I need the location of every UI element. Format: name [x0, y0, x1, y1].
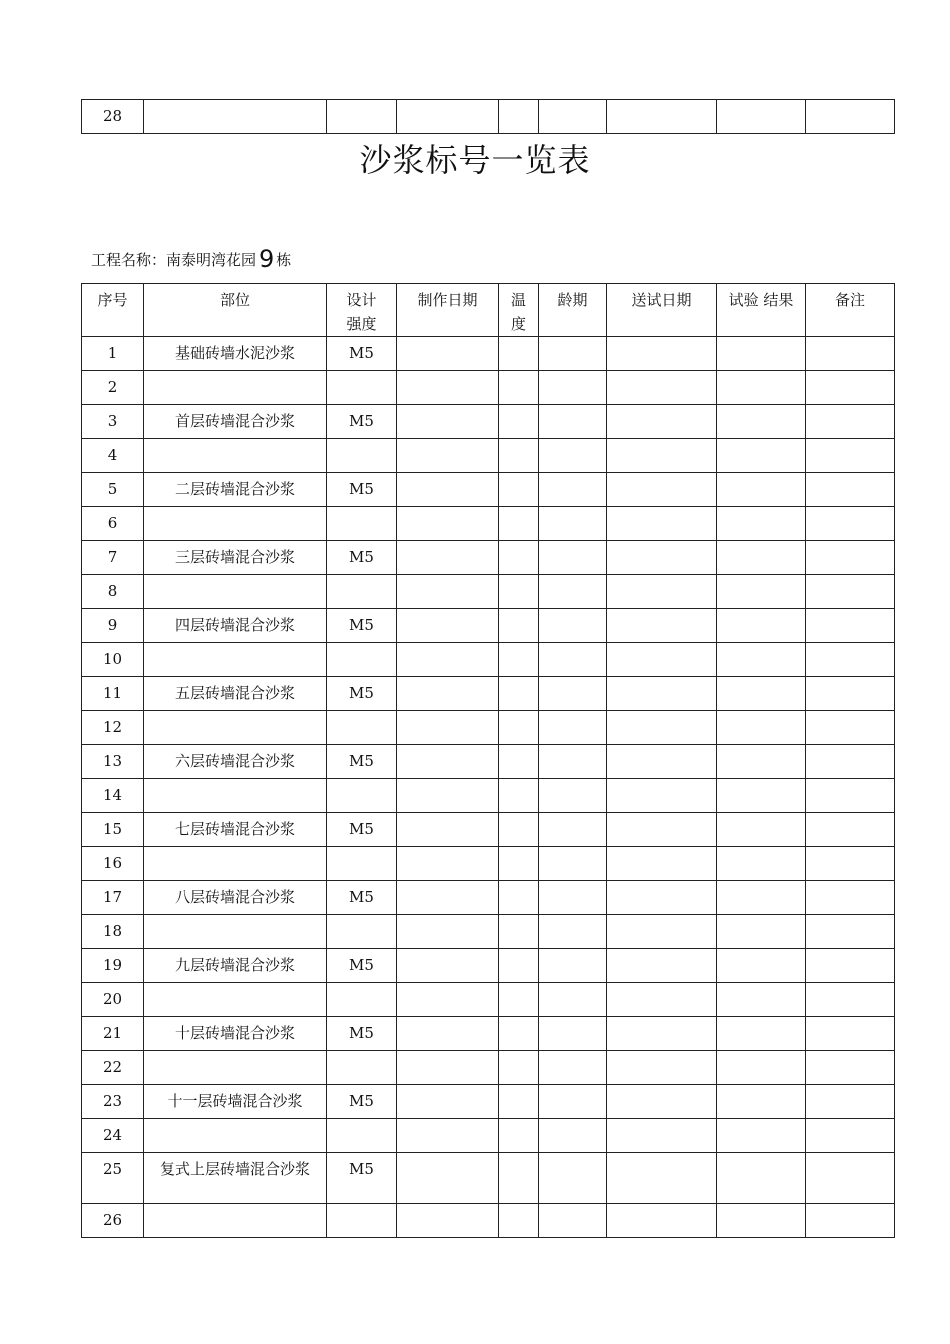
- row-temperature: [499, 949, 539, 983]
- row-result: [717, 1153, 806, 1204]
- row-grade: M5: [327, 337, 397, 371]
- row-age: [539, 1204, 607, 1238]
- row-part: [144, 711, 327, 745]
- row-remarks: [806, 1119, 895, 1153]
- row-grade: [327, 575, 397, 609]
- page-title: 沙浆标号一览表: [359, 141, 591, 179]
- row-made-date: [397, 1119, 499, 1153]
- row-made-date: [397, 1204, 499, 1238]
- row-number: 20: [82, 983, 144, 1017]
- row-grade: M5: [327, 813, 397, 847]
- row-number: 28: [82, 100, 144, 134]
- row-send-date: [607, 541, 717, 575]
- row-temperature: [499, 575, 539, 609]
- table-row: [82, 1017, 895, 1051]
- row-number: 10: [82, 643, 144, 677]
- row-age: [539, 949, 607, 983]
- row-result: [717, 745, 806, 779]
- header-grade: [327, 284, 397, 337]
- row-remarks: [806, 337, 895, 371]
- row-grade: M5: [327, 541, 397, 575]
- row-part: [144, 1051, 327, 1085]
- row-temperature: [499, 915, 539, 949]
- row-send-date: [607, 439, 717, 473]
- row-send-date: [607, 881, 717, 915]
- row-send-date: [607, 813, 717, 847]
- row-number: 6: [82, 507, 144, 541]
- project-label: 工程名称：南泰明湾花园: [91, 251, 257, 269]
- row-made-date: [397, 1051, 499, 1085]
- row-remarks: [806, 677, 895, 711]
- table-row: [82, 473, 895, 507]
- row-part: [144, 847, 327, 881]
- row-temperature: [499, 371, 539, 405]
- row-part: [144, 983, 327, 1017]
- table-row: [82, 507, 895, 541]
- row-result: [717, 575, 806, 609]
- row-result: [717, 779, 806, 813]
- row-number: 2: [82, 371, 144, 405]
- row-part: [144, 100, 327, 134]
- row-number: 1: [82, 337, 144, 371]
- row-age: [539, 677, 607, 711]
- row-result: [717, 1204, 806, 1238]
- header-grade-line2: 强度: [346, 315, 377, 333]
- table-row: [82, 1119, 895, 1153]
- row-result: [717, 1085, 806, 1119]
- row-number: 13: [82, 745, 144, 779]
- row-grade: [327, 1204, 397, 1238]
- row-made-date: [397, 915, 499, 949]
- row-temperature: [499, 1051, 539, 1085]
- row-send-date: [607, 779, 717, 813]
- row-made-date: [397, 371, 499, 405]
- row-made-date: [397, 1085, 499, 1119]
- table-row: [82, 337, 895, 371]
- row-part: 十层砖墙混合沙浆: [144, 1017, 327, 1051]
- row-temperature: [499, 813, 539, 847]
- row-remarks: [806, 371, 895, 405]
- row-age: [539, 813, 607, 847]
- table-row: [82, 847, 895, 881]
- row-result: [717, 949, 806, 983]
- header-temperature: [499, 284, 539, 337]
- header-result: 试验 结果: [717, 284, 806, 337]
- row-remarks: [806, 473, 895, 507]
- row-made-date: [397, 507, 499, 541]
- row-number: 15: [82, 813, 144, 847]
- row-temperature: [499, 405, 539, 439]
- row-grade: M5: [327, 677, 397, 711]
- row-grade: [327, 1119, 397, 1153]
- row-send-date: [607, 575, 717, 609]
- row-result: [717, 371, 806, 405]
- row-made-date: [397, 541, 499, 575]
- row-temperature: [499, 439, 539, 473]
- row-remarks: [806, 711, 895, 745]
- row-remarks: [806, 1017, 895, 1051]
- row-send-date: [607, 711, 717, 745]
- row-grade: M5: [327, 473, 397, 507]
- row-remarks: [806, 983, 895, 1017]
- row-made-date: [397, 949, 499, 983]
- header-remarks: 备注: [806, 284, 895, 337]
- row-result: [717, 677, 806, 711]
- row-number: 24: [82, 1119, 144, 1153]
- row-remarks: [806, 1204, 895, 1238]
- table-row: [82, 1051, 895, 1085]
- row-part: 五层砖墙混合沙浆: [144, 677, 327, 711]
- row-part: [144, 1119, 327, 1153]
- row-remarks: [806, 541, 895, 575]
- table-row: [82, 405, 895, 439]
- row-temperature: [499, 643, 539, 677]
- row-result: [717, 439, 806, 473]
- table-row: [82, 439, 895, 473]
- row-send-date: [607, 1051, 717, 1085]
- row-part: 复式上层砖墙混合沙浆: [144, 1153, 327, 1204]
- row-send-date: [607, 983, 717, 1017]
- row-temperature: [499, 779, 539, 813]
- row-grade: M5: [327, 405, 397, 439]
- row-temperature: [499, 983, 539, 1017]
- row-number: 5: [82, 473, 144, 507]
- table-row: [82, 643, 895, 677]
- row-temperature: [499, 711, 539, 745]
- table-row: [82, 813, 895, 847]
- row-age: [539, 405, 607, 439]
- row-made-date: [397, 1153, 499, 1204]
- row-made-date: [397, 813, 499, 847]
- row-part: 三层砖墙混合沙浆: [144, 541, 327, 575]
- row-part: 基础砖墙水泥沙浆: [144, 337, 327, 371]
- row-number: 3: [82, 405, 144, 439]
- table-row: [82, 1085, 895, 1119]
- row-grade: [327, 915, 397, 949]
- row-made-date: [397, 745, 499, 779]
- row-temperature: [499, 609, 539, 643]
- row-part: 二层砖墙混合沙浆: [144, 473, 327, 507]
- row-made-date: [397, 609, 499, 643]
- row-number: 18: [82, 915, 144, 949]
- row-result: [717, 643, 806, 677]
- row-grade: [327, 643, 397, 677]
- row-remarks: [806, 643, 895, 677]
- row-part: 六层砖墙混合沙浆: [144, 745, 327, 779]
- row-remarks: [806, 405, 895, 439]
- header-no: 序号: [82, 284, 144, 337]
- row-number: 4: [82, 439, 144, 473]
- row-number: 14: [82, 779, 144, 813]
- table-row: [82, 745, 895, 779]
- row-age: [539, 779, 607, 813]
- row-part: 九层砖墙混合沙浆: [144, 949, 327, 983]
- row-grade: M5: [327, 745, 397, 779]
- row-grade: M5: [327, 609, 397, 643]
- row-grade: [327, 439, 397, 473]
- header-temp-line1: 温: [510, 291, 526, 309]
- row-send-date: [607, 100, 717, 134]
- table-row: [82, 541, 895, 575]
- row-made-date: [397, 337, 499, 371]
- row-temperature: [499, 1085, 539, 1119]
- row-result: [717, 711, 806, 745]
- previous-page-table: [81, 99, 895, 134]
- row-made-date: [397, 881, 499, 915]
- row-send-date: [607, 609, 717, 643]
- row-grade: M5: [327, 1153, 397, 1204]
- row-made-date: [397, 677, 499, 711]
- row-remarks: [806, 1051, 895, 1085]
- row-number: 11: [82, 677, 144, 711]
- table-row: [82, 983, 895, 1017]
- table-row: [82, 1153, 895, 1204]
- row-part: [144, 439, 327, 473]
- row-send-date: [607, 405, 717, 439]
- row-number: 9: [82, 609, 144, 643]
- row-age: [539, 337, 607, 371]
- row-age: [539, 847, 607, 881]
- row-send-date: [607, 745, 717, 779]
- row-grade: M5: [327, 1017, 397, 1051]
- table-row: [82, 949, 895, 983]
- row-age: [539, 371, 607, 405]
- row-remarks: [806, 439, 895, 473]
- row-result: [717, 915, 806, 949]
- row-temperature: [499, 507, 539, 541]
- row-age: [539, 575, 607, 609]
- row-send-date: [607, 847, 717, 881]
- row-part: [144, 915, 327, 949]
- row-grade: [327, 779, 397, 813]
- row-temperature: [499, 541, 539, 575]
- project-suffix: 栋: [276, 251, 292, 269]
- table-row: [82, 779, 895, 813]
- header-part: 部位: [144, 284, 327, 337]
- row-grade: M5: [327, 1085, 397, 1119]
- row-remarks: [806, 915, 895, 949]
- header-temp-line2: 度: [510, 315, 526, 333]
- row-remarks: [806, 507, 895, 541]
- row-remarks: [806, 575, 895, 609]
- table-row: [82, 915, 895, 949]
- row-made-date: [397, 439, 499, 473]
- row-age: [539, 711, 607, 745]
- row-grade: [327, 983, 397, 1017]
- row-age: [539, 609, 607, 643]
- row-age: [539, 915, 607, 949]
- row-number: 8: [82, 575, 144, 609]
- row-number: 22: [82, 1051, 144, 1085]
- row-send-date: [607, 473, 717, 507]
- row-part: [144, 507, 327, 541]
- row-part: [144, 575, 327, 609]
- table-row: [82, 100, 895, 134]
- row-number: 21: [82, 1017, 144, 1051]
- table-row: [82, 881, 895, 915]
- row-result: [717, 1119, 806, 1153]
- row-send-date: [607, 949, 717, 983]
- row-part: [144, 779, 327, 813]
- row-result: [717, 473, 806, 507]
- row-part: 四层砖墙混合沙浆: [144, 609, 327, 643]
- header-send-date: 送试日期: [607, 284, 717, 337]
- row-temperature: [499, 100, 539, 134]
- row-part: [144, 371, 327, 405]
- header-made-date: 制作日期: [397, 284, 499, 337]
- row-age: [539, 745, 607, 779]
- project-number: 9: [259, 245, 275, 273]
- row-result: [717, 881, 806, 915]
- row-temperature: [499, 745, 539, 779]
- row-age: [539, 1085, 607, 1119]
- row-made-date: [397, 643, 499, 677]
- row-number: 19: [82, 949, 144, 983]
- row-result: [717, 100, 806, 134]
- row-temperature: [499, 1017, 539, 1051]
- row-grade: [327, 1051, 397, 1085]
- row-temperature: [499, 1153, 539, 1204]
- row-result: [717, 609, 806, 643]
- row-part: 首层砖墙混合沙浆: [144, 405, 327, 439]
- row-made-date: [397, 100, 499, 134]
- row-remarks: [806, 1153, 895, 1204]
- row-made-date: [397, 575, 499, 609]
- mortar-grade-table: [81, 283, 895, 1238]
- table-row: [82, 575, 895, 609]
- row-remarks: [806, 813, 895, 847]
- row-number: 26: [82, 1204, 144, 1238]
- row-send-date: [607, 1204, 717, 1238]
- row-remarks: [806, 1085, 895, 1119]
- row-send-date: [607, 1119, 717, 1153]
- row-grade: [327, 371, 397, 405]
- row-result: [717, 1017, 806, 1051]
- row-age: [539, 983, 607, 1017]
- row-result: [717, 405, 806, 439]
- row-send-date: [607, 643, 717, 677]
- row-number: 17: [82, 881, 144, 915]
- row-grade: [327, 507, 397, 541]
- row-grade: [327, 711, 397, 745]
- row-result: [717, 983, 806, 1017]
- row-grade: M5: [327, 949, 397, 983]
- row-send-date: [607, 1017, 717, 1051]
- row-part: [144, 1204, 327, 1238]
- table-row: [82, 1204, 895, 1238]
- row-age: [539, 439, 607, 473]
- row-made-date: [397, 473, 499, 507]
- row-send-date: [607, 337, 717, 371]
- row-temperature: [499, 1119, 539, 1153]
- row-age: [539, 541, 607, 575]
- row-remarks: [806, 779, 895, 813]
- row-send-date: [607, 915, 717, 949]
- row-grade: [327, 847, 397, 881]
- row-made-date: [397, 405, 499, 439]
- row-temperature: [499, 881, 539, 915]
- row-grade: M5: [327, 881, 397, 915]
- row-made-date: [397, 1017, 499, 1051]
- row-send-date: [607, 507, 717, 541]
- row-age: [539, 507, 607, 541]
- row-part: [144, 643, 327, 677]
- row-part: 十一层砖墙混合沙浆: [144, 1085, 327, 1119]
- row-temperature: [499, 473, 539, 507]
- table-row: [82, 677, 895, 711]
- row-send-date: [607, 371, 717, 405]
- row-number: 16: [82, 847, 144, 881]
- row-part: 八层砖墙混合沙浆: [144, 881, 327, 915]
- row-remarks: [806, 745, 895, 779]
- header-row: [82, 284, 895, 337]
- row-result: [717, 541, 806, 575]
- row-age: [539, 643, 607, 677]
- row-made-date: [397, 779, 499, 813]
- row-temperature: [499, 1204, 539, 1238]
- row-age: [539, 1153, 607, 1204]
- row-send-date: [607, 1085, 717, 1119]
- row-result: [717, 1051, 806, 1085]
- row-temperature: [499, 337, 539, 371]
- row-age: [539, 1017, 607, 1051]
- row-remarks: [806, 100, 895, 134]
- row-result: [717, 813, 806, 847]
- row-temperature: [499, 847, 539, 881]
- row-send-date: [607, 677, 717, 711]
- header-age: 龄期: [539, 284, 607, 337]
- table-row: [82, 711, 895, 745]
- row-remarks: [806, 609, 895, 643]
- row-result: [717, 507, 806, 541]
- row-send-date: [607, 1153, 717, 1204]
- table-row: [82, 371, 895, 405]
- table-row: [82, 609, 895, 643]
- row-age: [539, 100, 607, 134]
- row-age: [539, 881, 607, 915]
- row-made-date: [397, 847, 499, 881]
- row-made-date: [397, 983, 499, 1017]
- row-age: [539, 1051, 607, 1085]
- row-part: 七层砖墙混合沙浆: [144, 813, 327, 847]
- row-remarks: [806, 847, 895, 881]
- row-temperature: [499, 677, 539, 711]
- row-number: 7: [82, 541, 144, 575]
- row-made-date: [397, 711, 499, 745]
- project-name: [91, 244, 291, 275]
- row-number: 23: [82, 1085, 144, 1119]
- row-age: [539, 1119, 607, 1153]
- header-grade-line1: 设计: [346, 291, 377, 309]
- row-number: 25: [82, 1153, 144, 1204]
- row-age: [539, 473, 607, 507]
- row-grade: [327, 100, 397, 134]
- row-remarks: [806, 881, 895, 915]
- row-result: [717, 337, 806, 371]
- row-number: 12: [82, 711, 144, 745]
- row-remarks: [806, 949, 895, 983]
- row-result: [717, 847, 806, 881]
